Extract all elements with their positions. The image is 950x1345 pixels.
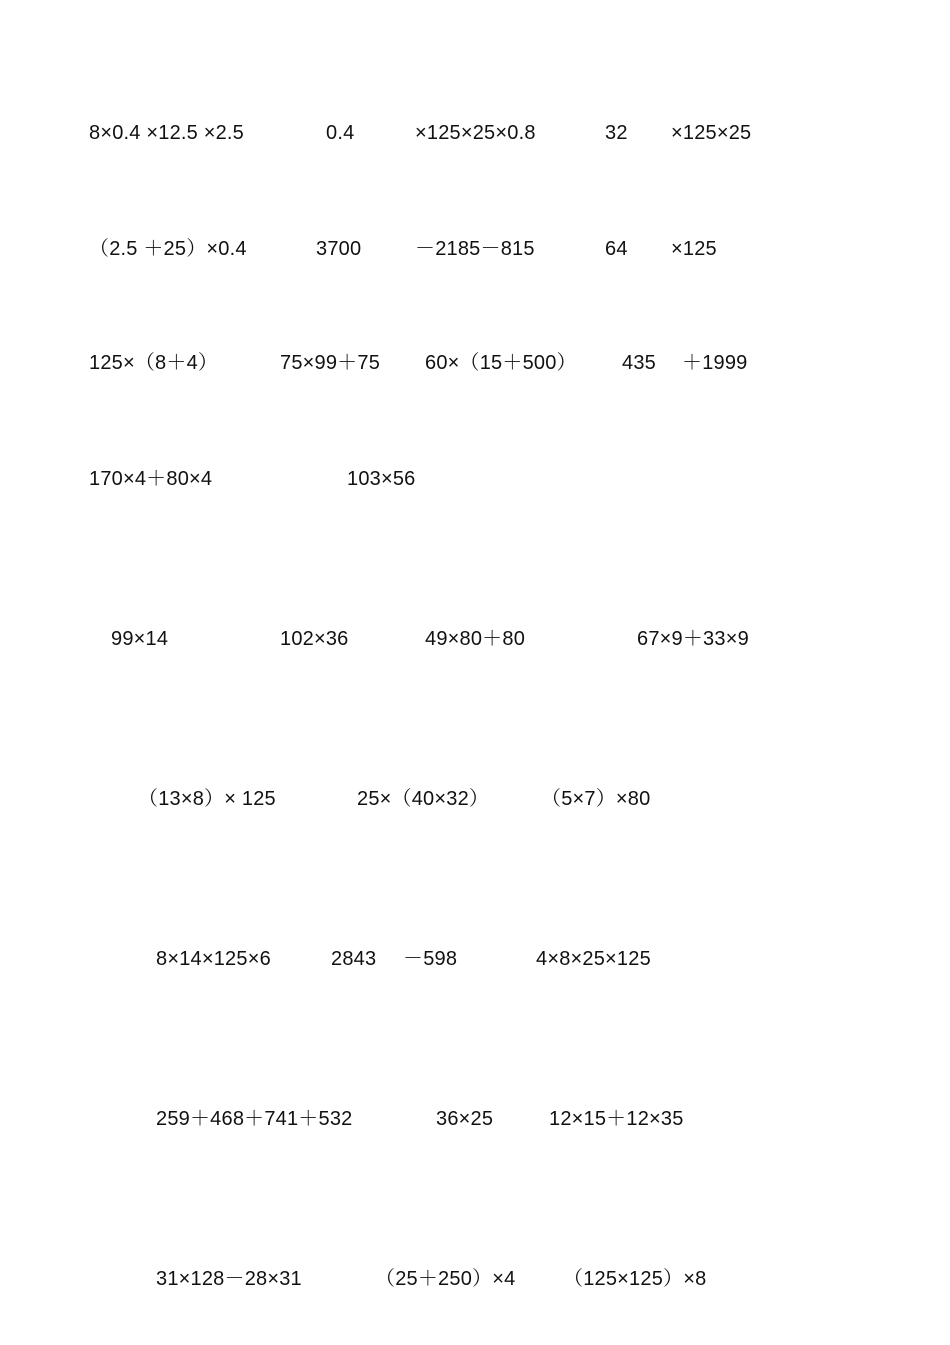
expression: 25×（40×32） — [357, 788, 490, 810]
expression: 12×15＋12×35 — [549, 1108, 684, 1130]
expression: 36×25 — [436, 1108, 494, 1130]
expression: －598 — [403, 948, 458, 970]
expression: 259＋468＋741＋532 — [156, 1108, 353, 1130]
expression: （2.5 ＋25）×0.4 — [89, 238, 247, 260]
expression: 170×4＋80×4 — [89, 468, 213, 490]
expression: 3700 — [316, 238, 362, 260]
expression: ×125 — [671, 238, 717, 260]
expression: 75×99＋75 — [280, 352, 381, 374]
expression: （5×7）×80 — [541, 788, 651, 810]
expression: ＋1999 — [682, 352, 748, 374]
expression: 8×14×125×6 — [156, 948, 271, 970]
expression: 435 — [622, 352, 656, 374]
expression: 49×80＋80 — [425, 628, 526, 650]
expression: 8×0.4 ×12.5 ×2.5 — [89, 122, 245, 144]
expression: 103×56 — [347, 468, 416, 490]
expression: 99×14 — [111, 628, 169, 650]
expression: 0.4 — [326, 122, 355, 144]
expression: （25＋250）×4 — [375, 1268, 516, 1290]
expression: 31×128－28×31 — [156, 1268, 302, 1290]
expression: ×125×25 — [671, 122, 752, 144]
expression: （125×125）×8 — [563, 1268, 707, 1290]
expression: 4×8×25×125 — [536, 948, 651, 970]
expression: 32 — [605, 122, 628, 144]
expression: 125×（8＋4） — [89, 352, 219, 374]
expression: 64 — [605, 238, 628, 260]
expression: （13×8）× 125 — [138, 788, 276, 810]
expression: 60×（15＋500） — [425, 352, 577, 374]
expression: －2185－815 — [415, 238, 535, 260]
expression: 67×9＋33×9 — [637, 628, 749, 650]
expression: 2843 — [331, 948, 377, 970]
expression: 102×36 — [280, 628, 349, 650]
expression: ×125×25×0.8 — [415, 122, 536, 144]
